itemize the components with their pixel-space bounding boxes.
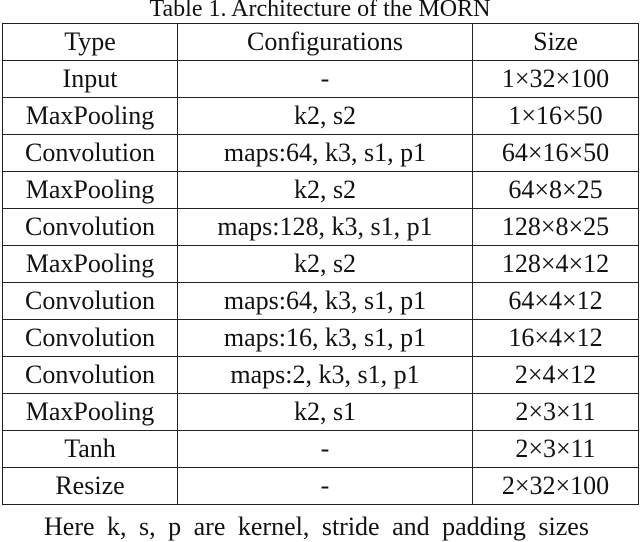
cell-type: Convolution [3,357,178,394]
cell-size: 128×4×12 [473,246,639,283]
cell-config: - [178,468,473,505]
table-caption: Table 1. Architecture of the MORN [149,0,491,22]
cell-config: k2, s2 [178,98,473,135]
header-size: Size [473,24,639,61]
table-row [3,61,639,98]
table-row [3,320,639,357]
cell-type: Input [3,61,178,98]
cell-size: 64×8×25 [473,172,639,209]
table-row [3,209,639,246]
header-type: Type [3,24,178,61]
cell-type: Convolution [3,209,178,246]
cell-size: 1×32×100 [473,61,639,98]
cell-config: maps:2, k3, s1, p1 [178,357,473,394]
cell-config: maps:64, k3, s1, p1 [178,283,473,320]
table-row [3,431,639,468]
cell-config: - [178,61,473,98]
table-row [3,98,639,135]
table-row [3,468,639,505]
cell-size: 2×4×12 [473,357,639,394]
cell-config: - [178,431,473,468]
cell-config: k2, s2 [178,172,473,209]
cell-config: maps:128, k3, s1, p1 [178,209,473,246]
cell-type: MaxPooling [3,98,178,135]
table-row [3,394,639,431]
cell-type: MaxPooling [3,394,178,431]
table-row [3,135,639,172]
cell-type: Convolution [3,135,178,172]
cell-type: Resize [3,468,178,505]
cell-type: Convolution [3,320,178,357]
cell-config: k2, s1 [178,394,473,431]
header-configurations: Configurations [178,24,473,61]
cell-config: k2, s2 [178,246,473,283]
cell-size: 16×4×12 [473,320,639,357]
table-row [3,283,639,320]
architecture-table [2,23,639,505]
cell-config: maps:64, k3, s1, p1 [178,135,473,172]
cell-size: 2×32×100 [473,468,639,505]
cell-type: MaxPooling [3,172,178,209]
cell-type: Convolution [3,283,178,320]
table-row [3,172,639,209]
cell-size: 2×3×11 [473,394,639,431]
cell-size: 1×16×50 [473,98,639,135]
table-row [3,246,639,283]
cell-size: 128×8×25 [473,209,639,246]
table-note: Here k, s, p are kernel, stride and padding sizes [44,512,589,541]
cell-type: Tanh [3,431,178,468]
cell-type: MaxPooling [3,246,178,283]
table-header-row [3,24,639,61]
cell-size: 64×4×12 [473,283,639,320]
cell-config: maps:16, k3, s1, p1 [178,320,473,357]
table-row [3,357,639,394]
cell-size: 64×16×50 [473,135,639,172]
cell-size: 2×3×11 [473,431,639,468]
